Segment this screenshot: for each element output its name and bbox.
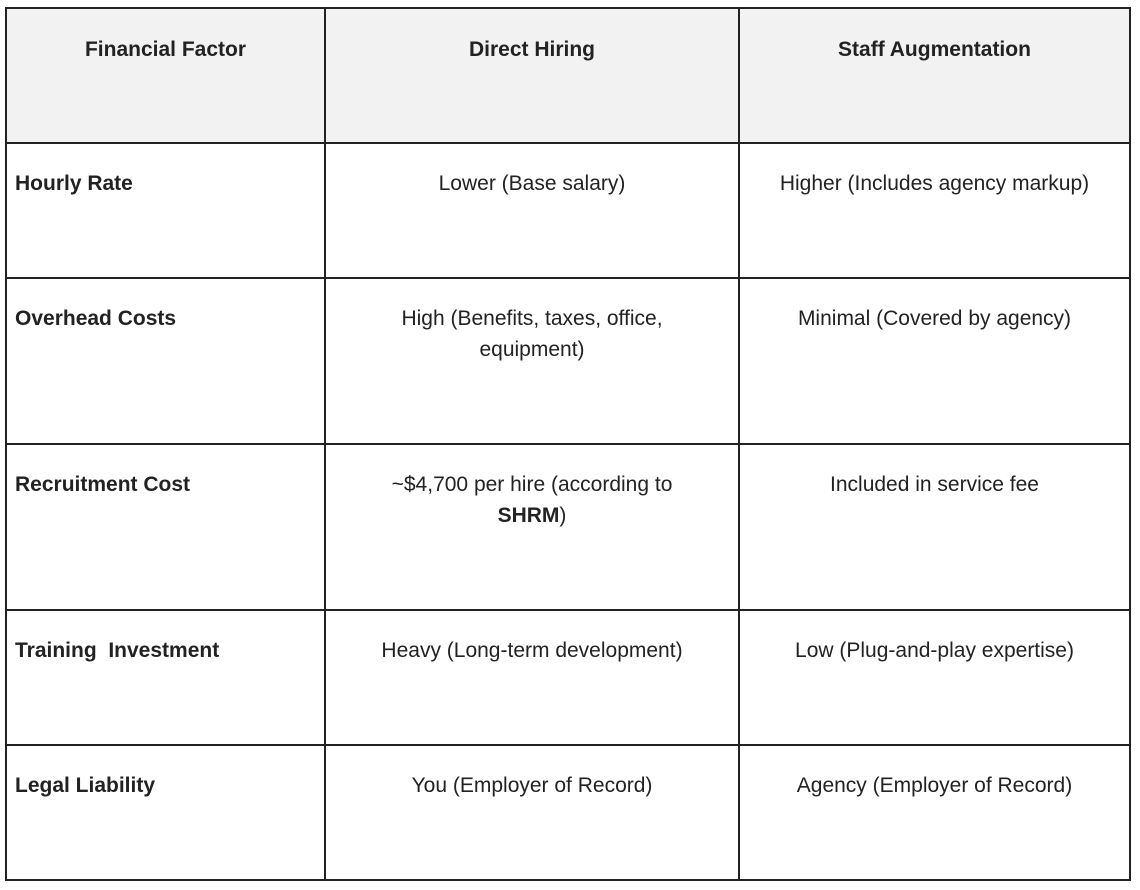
staff-augmentation-cell: Agency (Employer of Record) xyxy=(739,745,1130,880)
direct-hiring-cell: Lower (Base salary) xyxy=(325,143,739,278)
table-row xyxy=(6,278,1130,444)
shrm-link[interactable]: SHRM xyxy=(497,504,560,527)
direct-hiring-cell: Heavy (Long-term development) xyxy=(325,610,739,745)
header-staff-augmentation: Staff Augmentation xyxy=(739,8,1130,143)
table-header-row xyxy=(6,8,1130,143)
staff-augmentation-cell: Included in service fee xyxy=(739,444,1130,610)
table-row xyxy=(6,610,1130,745)
recruitment-cost-closing: ) xyxy=(559,504,567,527)
table-row xyxy=(6,745,1130,880)
comparison-table xyxy=(5,7,1131,881)
direct-hiring-cell: You (Employer of Record) xyxy=(325,745,739,880)
table-row xyxy=(6,444,1130,610)
row-factor-label: Hourly Rate xyxy=(6,143,325,278)
direct-hiring-cell xyxy=(325,444,739,610)
recruitment-cost-text: ~$4,700 per hire (according to xyxy=(391,473,673,496)
direct-hiring-cell: High (Benefits, taxes, office, equipment) xyxy=(325,278,739,444)
table-row xyxy=(6,143,1130,278)
row-factor-label: Recruitment Cost xyxy=(6,444,325,610)
header-financial-factor: Financial Factor xyxy=(6,8,325,143)
staff-augmentation-cell: Higher (Includes agency markup) xyxy=(739,143,1130,278)
row-factor-label: Legal Liability xyxy=(6,745,325,880)
staff-augmentation-cell: Low (Plug-and-play expertise) xyxy=(739,610,1130,745)
staff-augmentation-cell: Minimal (Covered by agency) xyxy=(739,278,1130,444)
row-factor-label: Overhead Costs xyxy=(6,278,325,444)
header-direct-hiring: Direct Hiring xyxy=(325,8,739,143)
row-factor-label: Training Investment xyxy=(6,610,325,745)
